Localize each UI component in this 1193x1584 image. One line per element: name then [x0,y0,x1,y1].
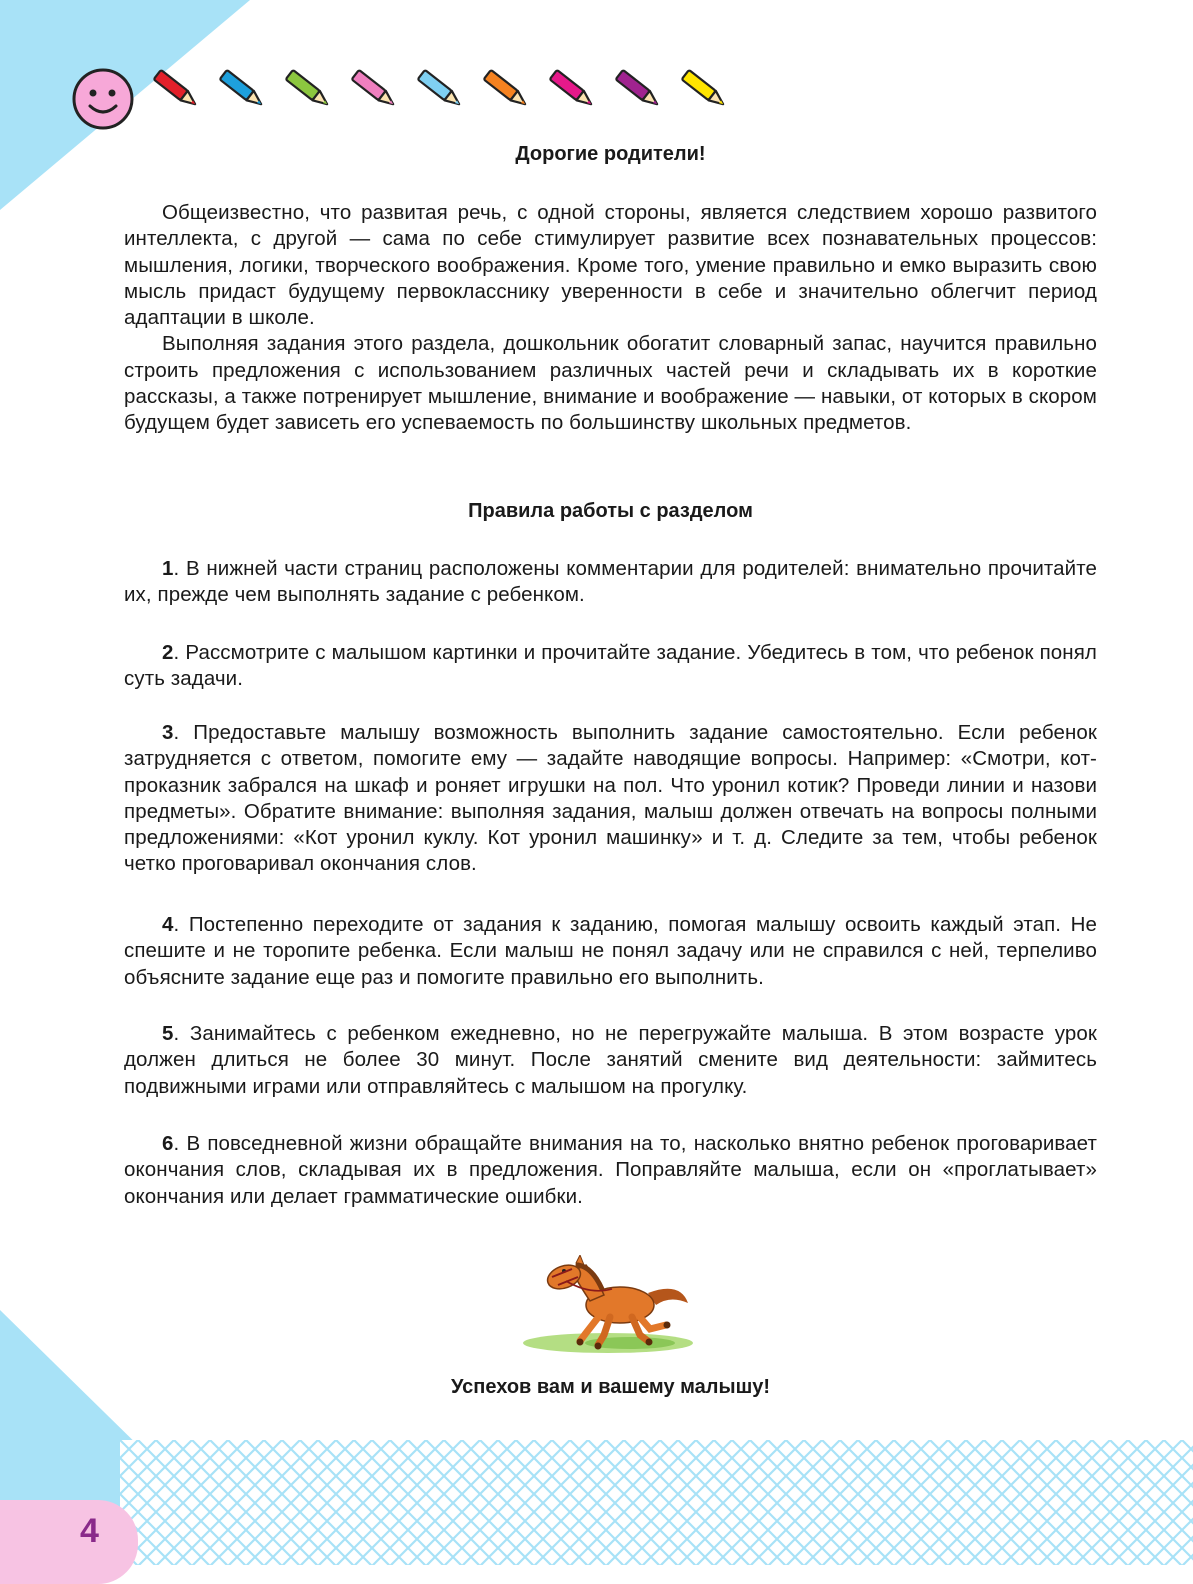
page-number: 4 [80,1512,99,1550]
pencil-icon [480,66,534,114]
pencil-icon [150,66,204,114]
pencil-icon [216,66,270,114]
rule-4-text: . Постепенно переходите от задания к заданию, помогая малышу освоить каждый этап. Не спешите и не торопите ребенка. Если малыш не понял задачу или не справился с ней, терпеливо объясните задание еще раз и помогите правильно его выполнить. [124,913,1097,989]
rule-3-number: 3 [162,721,174,744]
rule-1-number: 1 [162,557,174,580]
pencil-icon [282,66,336,114]
rule-5-text: . Занимайтесь с ребенком ежедневно, но не перегружайте малыша. В этом возрасте урок должен длиться не более 30 минут. После занятий смените вид деятельности: займитесь подвижными играми или отправляйтесь с малышом на прогулку. [124,1022,1097,1098]
rule-6-text: . В повседневной жизни обращайте внимания на то, насколько внятно ребенок проговаривает окончания слов, складывая их в предложения. Поправляйте малыша, если он «проглатывает» окончания или делает грамматические ошибки. [124,1132,1097,1208]
rule-4 [124,912,1097,991]
horse-illustration [520,1255,695,1355]
rule-1-text: . В нижней части страниц расположены комментарии для родителей: внимательно прочитайте их, прежде чем выполнять задание с ребенком. [124,557,1097,607]
pencil-icon [414,66,468,114]
rule-3-text: . Предоставьте малышу возможность выполнить задание самостоятельно. Если ребенок затрудняется с ответом, помогите ему — задайте наводящие вопросы. Например: «Смотри, кот-проказник забрался на шкаф и роняет игрушки на пол. Что уронил котик? Проведи линии и назови предметы». Обратите внимание: выполняя задания, малыш должен отвечать на вопросы полными предложениями: «Кот уронил куклу. Кот уронил машинку» и т. д. Следите за тем, чтобы ребенок четко проговаривал окончания слов. [124,721,1097,876]
pencil-icon [348,66,402,114]
page-heading: Дорогие родители! [515,143,706,165]
rule-2-number: 2 [162,641,174,664]
page-number-tab [0,1500,138,1584]
closing-wish: Успехов вам и вашему малышу! [450,1376,771,1398]
pencil-icon [678,66,732,114]
rules-heading: Правила работы с разделом [468,500,753,522]
rule-4-number: 4 [162,913,174,936]
intro-paragraph-1: Общеизвестно, что развитая речь, с одной стороны, является следствием хорошо развитого интеллекта, с другой — сама по себе стимулирует развитие всех познавательных процессов: мышления, логики, творческого воображения. Кроме того, умение правильно и емко выразить свою мысль придаст будущему первокласснику уверенности в себе и значительно облегчит период адаптации в школе. [124,201,1097,330]
pencils-row [150,66,740,116]
rule-6 [124,1131,1097,1210]
rule-2 [124,640,1097,693]
pencil-icon [546,66,600,114]
intro-paragraph-2: Выполняя задания этого раздела, дошкольник обогатит словарный запас, научится правильно строить предложения с использованием различных частей речи и складывать их в короткие рассказы, а также потренирует мышление, внимание и воображение — навыки, от которых в скором будущем будет зависеть его успеваемость по большинству школьных предметов. [124,332,1097,435]
intro-text [124,200,1097,437]
rule-6-number: 6 [162,1132,174,1155]
smiley-face-icon [72,68,134,130]
rule-3 [124,720,1097,878]
rule-1 [124,556,1097,609]
rule-5-number: 5 [162,1022,174,1045]
rule-2-text: . Рассмотрите с малышом картинки и прочитайте задание. Убедитесь в том, что ребенок понял суть задачи. [124,641,1097,691]
crosshatch-band-decoration [120,1440,1193,1565]
pencil-icon [612,66,666,114]
rule-5 [124,1021,1097,1100]
